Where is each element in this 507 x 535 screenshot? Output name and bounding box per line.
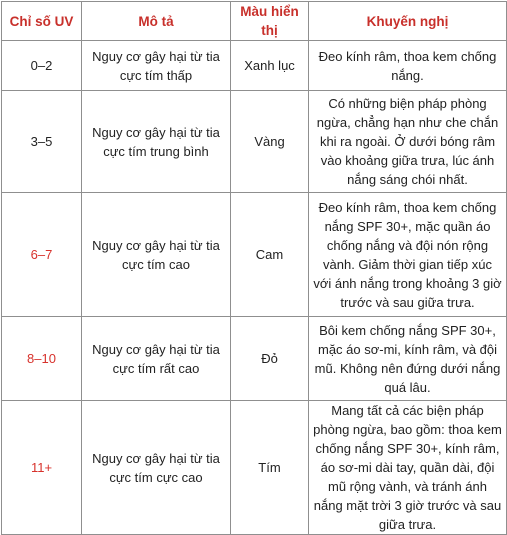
table-row [2, 91, 507, 193]
table-row [2, 193, 507, 317]
table-row [2, 401, 507, 535]
recommendation: Có những biện pháp phòng ngừa, chẳng hạn như che chắn khi ra ngoài. Ở dưới bóng râm vào khoảng giữa trưa, lúc ánh nắng sáng chói nhất. [309, 91, 507, 193]
header-recommendation: Khuyến nghị [309, 2, 507, 41]
recommendation: Mang tất cả các biện pháp phòng ngừa, bao gồm: thoa kem chống nắng SPF 30+, kính râm, áo sơ-mi dài tay, quần dài, đội mũ rộng vành, và tránh ánh nắng mặt trời 3 giờ trước và sau giữa trưa. [309, 401, 507, 535]
display-color: Tím [231, 401, 309, 535]
header-display-color: Màu hiển thị [231, 2, 309, 41]
display-color: Đỏ [231, 317, 309, 401]
uv-index-value: 0–2 [2, 41, 82, 91]
uv-index-table [1, 1, 507, 535]
display-color: Cam [231, 193, 309, 317]
recommendation: Đeo kính râm, thoa kem chống nắng. [309, 41, 507, 91]
table-row [2, 317, 507, 401]
risk-description: Nguy cơ gây hại từ tia cực tím trung bình [82, 91, 231, 193]
table-row [2, 41, 507, 91]
risk-description: Nguy cơ gây hại từ tia cực tím rất cao [82, 317, 231, 401]
risk-description: Nguy cơ gây hại từ tia cực tím thấp [82, 41, 231, 91]
uv-index-value: 3–5 [2, 91, 82, 193]
header-uv-index: Chỉ số UV [2, 2, 82, 41]
recommendation: Đeo kính râm, thoa kem chống nắng SPF 30+, mặc quần áo chống nắng và đội nón rộng vành. Giảm thời gian tiếp xúc với ánh nắng trong khoảng 3 giờ trước và sau giữa trưa. [309, 193, 507, 317]
uv-index-value: 8–10 [2, 317, 82, 401]
risk-description: Nguy cơ gây hại từ tia cực tím cực cao [82, 401, 231, 535]
recommendation: Bôi kem chống nắng SPF 30+, mặc áo sơ-mi, kính râm, và đội mũ. Không nên đứng dưới nắng quá lâu. [309, 317, 507, 401]
header-description: Mô tả [82, 2, 231, 41]
risk-description: Nguy cơ gây hại từ tia cực tím cao [82, 193, 231, 317]
display-color: Xanh lục [231, 41, 309, 91]
uv-index-value: 11+ [2, 401, 82, 535]
header-row [2, 2, 507, 41]
uv-index-value: 6–7 [2, 193, 82, 317]
display-color: Vàng [231, 91, 309, 193]
